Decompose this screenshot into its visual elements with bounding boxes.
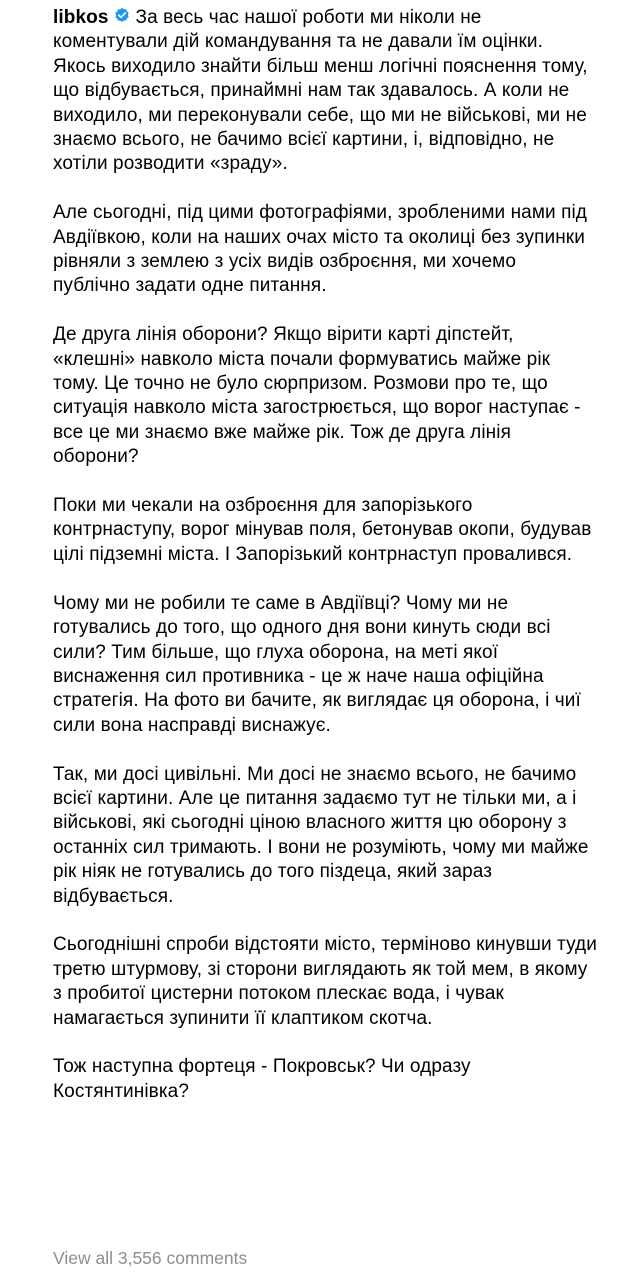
caption-paragraph-5: Чому ми не робили те саме в Авдіївці? Чому ми не готувались до того, що одного дня вони кинуть сюди всі сили? Тим більше, що глуха оборона, на меті якої виснаження сил противника - це ж наче наша офіційна стратегія. На фото ви бачите, як виглядає ця оборона, і чиї сили вона насправді виснажує. <box>53 592 581 736</box>
caption-text-1: За весь час нашої роботи ми ніколи не коментували дій командування та не давали їм оцінки. Якось виходило знайти більш менш логічні пояснення тому, що відбувається, принаймні нам так здавалось. А коли не виходило, ми переконували себе, що ми не військові, ми не знаємо всього, не бачимо всієї картини, і, відповідно, не хотіли розводити «зраду». <box>53 7 588 175</box>
verified-badge-icon <box>113 7 131 25</box>
verified-badge-shape <box>115 8 128 22</box>
caption-paragraph-1 <box>53 6 598 177</box>
caption-paragraph-3: Де друга лінія оборони? Якщо вірити карті діпстейт, «клешні» навколо міста почали формуватись майже рік тому. Це точно не було сюрпризом. Розмови про те, що ситуація навколо міста загострюється, що ворог наступає - все це ми знаємо вже майже рік. Тож де друга лінія оборони? <box>53 324 581 468</box>
caption-paragraph-2: Але сьогодні, під цими фотографіями, зробленими нами під Авдіївкою, коли на наших очах місто та околиці без зупинки рівняли з землею з усіх видів озброєння, ми хочемо публічно задати одне питання. <box>53 202 587 297</box>
caption-paragraph-6: Так, ми досі цивільні. Ми досі не знаємо всього, не бачимо всієї картини. Але це питання задаємо тут не тільки ми, а і військові, які сьогодні ціною власного життя цю оборону з останніх сил тримають. І вони не розуміють, чому ми майже рік ніяк не готувались до того піздеца, який зараз відбувається. <box>53 763 589 907</box>
username[interactable]: libkos <box>53 7 109 28</box>
post-caption <box>53 6 598 1104</box>
caption-paragraph-8: Тож наступна фортеця - Покровськ? Чи одразу Костянтинівка? <box>53 1056 471 1102</box>
caption-paragraph-7: Сьогоднішні спроби відстояти місто, терміново кинувши туди третю штурмову, зі сторони виглядають як той мем, в якому з пробитої цистерни потоком плескає вода, і чувак намагається зупинити її клаптиком скотча. <box>53 934 597 1029</box>
view-all-comments-link[interactable]: View all 3,556 comments <box>53 1248 248 1268</box>
caption-paragraph-4: Поки ми чекали на озброєння для запорізького контрнаступу, ворог мінував поля, бетонував окопи, будував цілі підземні міста. І Запорізький контрнаступ провалився. <box>53 495 592 565</box>
